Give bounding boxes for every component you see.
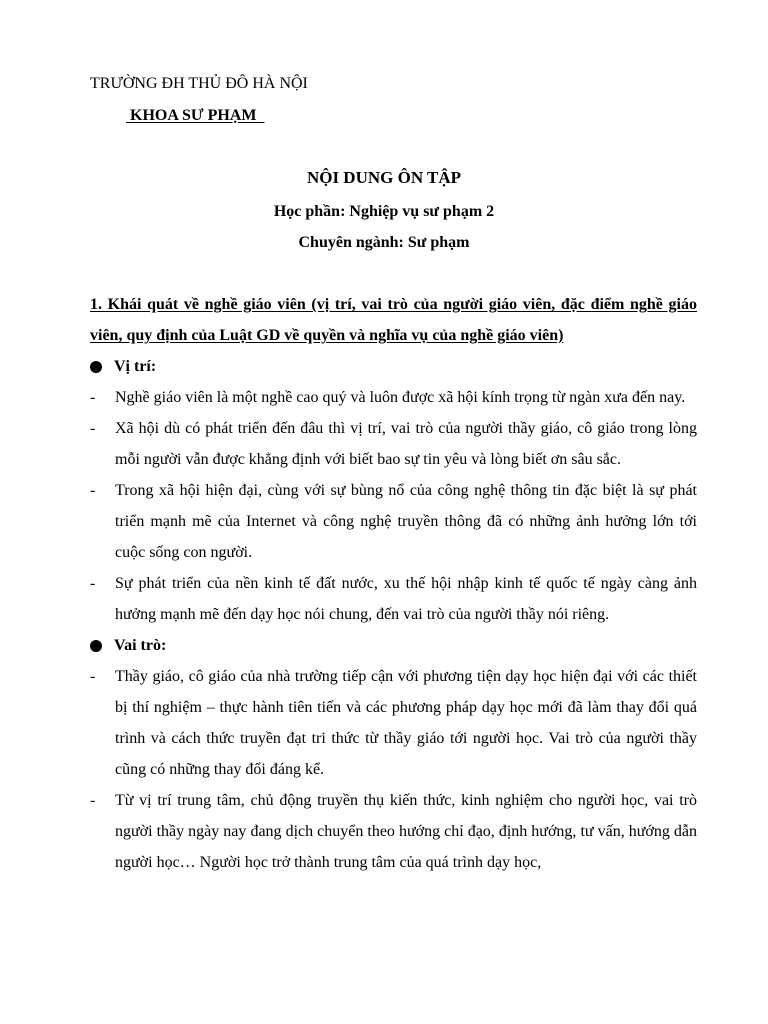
- bullet-dot-icon: [90, 640, 102, 652]
- list-item-text: Sự phát triển của nền kinh tế đất nước, xu thế hội nhập kinh tế quốc tế ngày càng ảnh hưởng mạnh mẽ đến dạy học nói chung, đến vai trò của người thầy nói riêng.: [115, 575, 697, 623]
- bullet-heading-position: [90, 351, 697, 382]
- dash-icon: -: [90, 420, 96, 437]
- bullet-heading-role: [90, 630, 697, 661]
- dash-icon: -: [90, 389, 96, 406]
- university-name: TRƯỜNG ĐH THỦ ĐÔ HÀ NỘI: [90, 75, 308, 92]
- dash-icon: -: [90, 668, 96, 685]
- course-subtitle: Học phần: Nghiệp vụ sư phạm 2: [273, 203, 495, 220]
- list-item: [90, 475, 697, 568]
- list-item-text: Nghề giáo viên là một nghề cao quý và luôn được xã hội kính trọng từ ngàn xưa đến nay.: [115, 389, 686, 406]
- list-item: [90, 382, 697, 413]
- list-item: [90, 413, 697, 475]
- document-body: [90, 289, 697, 878]
- list-item-text: Thầy giáo, cô giáo của nhà trường tiếp cận với phương tiện dạy học hiện đại với các thiết bị thí nghiệm – thực hành tiên tiến và các phương pháp dạy học mới đã làm thay đổi quá trình và cách thức truyền đạt tri thức từ thầy giáo tới người học. Vai trò của người thầy cũng có những thay đổi đáng kể.: [115, 668, 697, 778]
- major-subtitle: Chuyên ngành: Sư phạm: [298, 234, 470, 251]
- bullet-heading-label: Vị trí:: [114, 358, 157, 375]
- list-item-text: Từ vị trí trung tâm, chủ động truyền thụ kiến thức, kinh nghiệm cho người học, vai trò người thầy ngày nay đang dịch chuyển theo hướng chỉ đạo, định hướng, tư vấn, hướng dẫn người học… Người học trở thành trung tâm của quá trình dạy học,: [115, 792, 697, 871]
- list-item: [90, 568, 697, 630]
- list-item-text: Trong xã hội hiện đại, cùng với sự bùng nổ của công nghệ thông tin đặc biệt là sự phát triển mạnh mẽ của Internet và công nghệ truyền thông đã có những ảnh hưởng lớn tới cuộc sống con người.: [115, 482, 697, 561]
- department-name: KHOA SƯ PHẠM: [126, 107, 265, 124]
- bullet-dot-icon: [90, 361, 102, 373]
- dash-icon: -: [90, 792, 96, 809]
- section-heading: 1. Khái quát về nghề giáo viên (vị trí, vai trò của người giáo viên, đặc điểm nghề giáo viên, quy định của Luật GD về quyền và nghĩa vụ của nghề giáo viên): [90, 296, 697, 344]
- list-item-text: Xã hội dù có phát triển đến đâu thì vị trí, vai trò của người thầy giáo, cô giáo trong lòng mỗi người vẫn được khẳng định với biết bao sự tin yêu và lòng biết ơn sâu sắc.: [115, 420, 697, 468]
- list-item: [90, 661, 697, 785]
- dash-icon: -: [90, 575, 96, 592]
- document-title: NỘI DUNG ÔN TẬP: [306, 168, 462, 187]
- list-item: [90, 785, 697, 878]
- bullet-heading-label: Vai trò:: [114, 637, 167, 654]
- dash-icon: -: [90, 482, 96, 499]
